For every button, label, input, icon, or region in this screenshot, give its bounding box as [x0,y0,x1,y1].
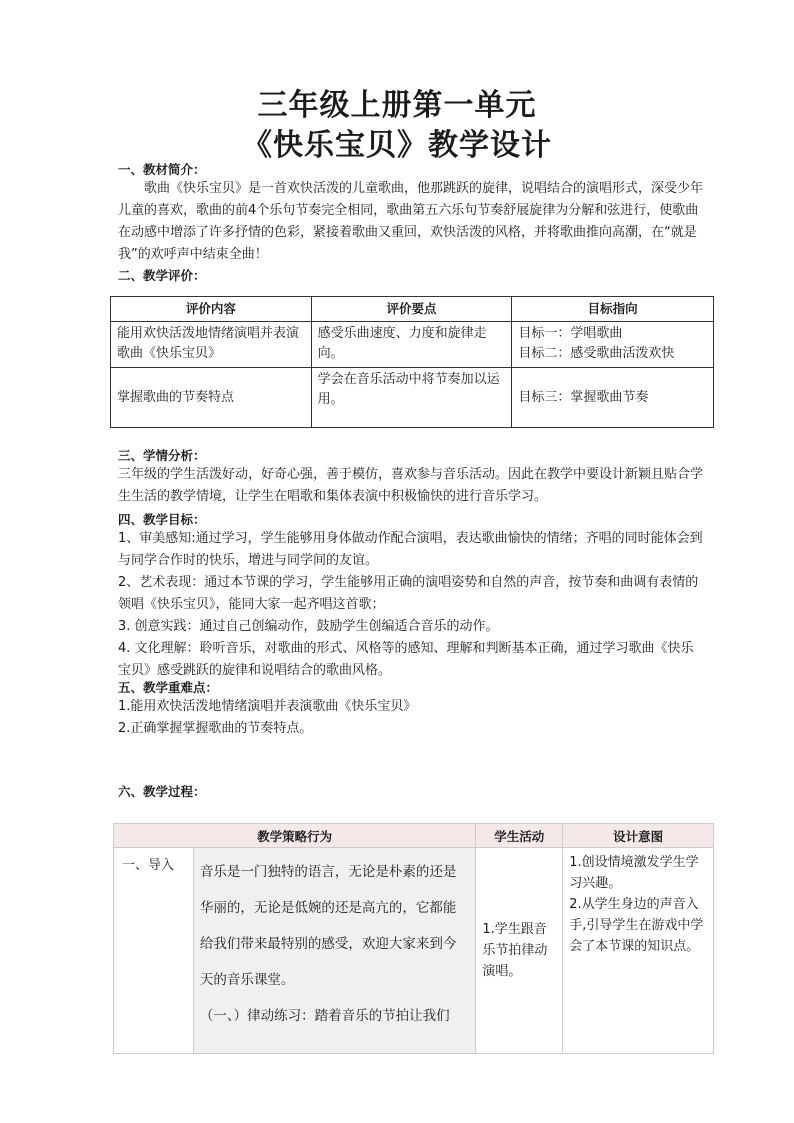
strategy-line: 给我们带来最特别的感受，欢迎大家来到今 [199,936,457,952]
table-row [114,848,714,1054]
header-student-activity: 学生活动 [476,824,563,848]
strategy-line: 华丽的，无论是低婉的还是高亢的，它都能 [199,900,457,916]
doc-title-line1: 三年级上册第一单元 [257,88,537,123]
section-text-intro: 歌曲《快乐宝贝》是一首欢快活泼的儿童歌曲，他那跳跃的旋律，说唱结合的演唱形式，深受少年儿童的喜欢，歌曲的前4个乐句节奏完全相同，歌曲第五六乐句节奏舒展旋律为分解和弦进行，使歌曲在动感中增添了许多抒情的色彩，紧接着歌曲又重回，欢快活泼的风格，并将歌曲推向高潮，在“就是我”的欢呼声中结束全曲！ [118,181,704,262]
list-item: 2.正确掌握掌握歌曲的节奏特点。 [118,721,313,736]
objectives-list [118,528,703,682]
header-strategy: 教学策略行为 [114,824,476,848]
keypoints-list [118,696,703,740]
eval-cell: 目标三：掌握歌曲节奏 [512,368,714,428]
section-text-analysis: 三年级的学生活泼好动，好奇心强，善于模仿，喜欢参与音乐活动。因此在教学中要设计新颖且贴合学生生活的教学情境，让学生在唱歌和集体表演中积极愉快的进行音乐学习。 [118,467,704,504]
header-eval-content: 评价内容 [111,297,312,322]
list-item: 1.能用欢快活泼地情绪演唱并表演歌曲《快乐宝贝》 [118,699,417,714]
doc-title-line2: 《快乐宝贝》教学设计 [242,128,552,163]
strategy-line: 音乐是一门独特的语言，无论是朴素的还是 [199,864,457,880]
section-heading-objectives: 四、教学目标： [118,512,206,527]
strategy-line: 天的音乐课堂。 [199,972,295,988]
step-label: 一、导入 [114,848,194,1054]
design-line: 1.创设情境激发学生学习兴趣。 [569,855,699,891]
section-heading-analysis: 三、学情分析： [118,448,206,463]
table-row [111,322,714,368]
list-item: 4. 文化理解：聆听音乐，对歌曲的形式、风格等的感知、理解和判断基本正确，通过学习歌曲《快乐宝贝》感受跳跃的旋律和说唱结合的歌曲风格。 [118,641,694,678]
eval-cell: 掌握歌曲的节奏特点 [111,368,312,428]
header-design-intent: 设计意图 [563,824,714,848]
list-item: 2、艺术表现：通过本节课的学习，学生能够用正确的演唱姿势和自然的声音，按节奏和曲调有表情的领唱《快乐宝贝》，能同大家一起齐唱这首歌； [118,575,699,612]
list-item: 3. 创意实践：通过自己创编动作，鼓励学生创编适合音乐的动作。 [118,619,499,634]
section-heading-evaluation: 二、教学评价： [118,268,206,283]
section-heading-intro: 一、教材简介： [118,162,206,177]
eval-cell [512,322,714,368]
header-eval-target: 目标指向 [512,297,714,322]
table-header-row [114,824,714,848]
eval-cell: 感受乐曲速度、力度和旋律走向。 [311,322,512,368]
header-eval-points: 评价要点 [311,297,512,322]
design-line: 2.从学生身边的声音入手,引导学生在游戏中学会了本节课的知识点。 [569,897,704,954]
section-heading-process: 六、教学过程： [118,784,206,799]
evaluation-table [110,296,714,428]
table-row [111,368,714,428]
strategy-content [193,848,475,1054]
strategy-line: （一、）律动练习：踏着音乐的节拍让我们 [199,1008,450,1024]
eval-cell: 能用欢快活泼地情绪演唱并表演歌曲《快乐宝贝》 [111,322,312,368]
student-activity: 1.学生跟音乐节拍律动演唱。 [476,848,563,1054]
list-item: 1、审美感知:通过学习，学生能够用身体做动作配合演唱，表达歌曲愉快的情绪；齐唱的同时能体会到与同学合作时的快乐，增进与同学间的友谊。 [118,531,703,568]
section-heading-keypoints: 五、教学重难点： [118,680,219,695]
table-header-row [111,297,714,322]
design-intent [563,848,714,1054]
process-table [113,823,714,1054]
eval-target-line: 目标二：感受歌曲活泼欢快 [518,346,675,361]
eval-target-line: 目标一：学唱歌曲 [518,326,623,341]
eval-cell: 学会在音乐活动中将节奏加以运用。 [311,368,512,428]
